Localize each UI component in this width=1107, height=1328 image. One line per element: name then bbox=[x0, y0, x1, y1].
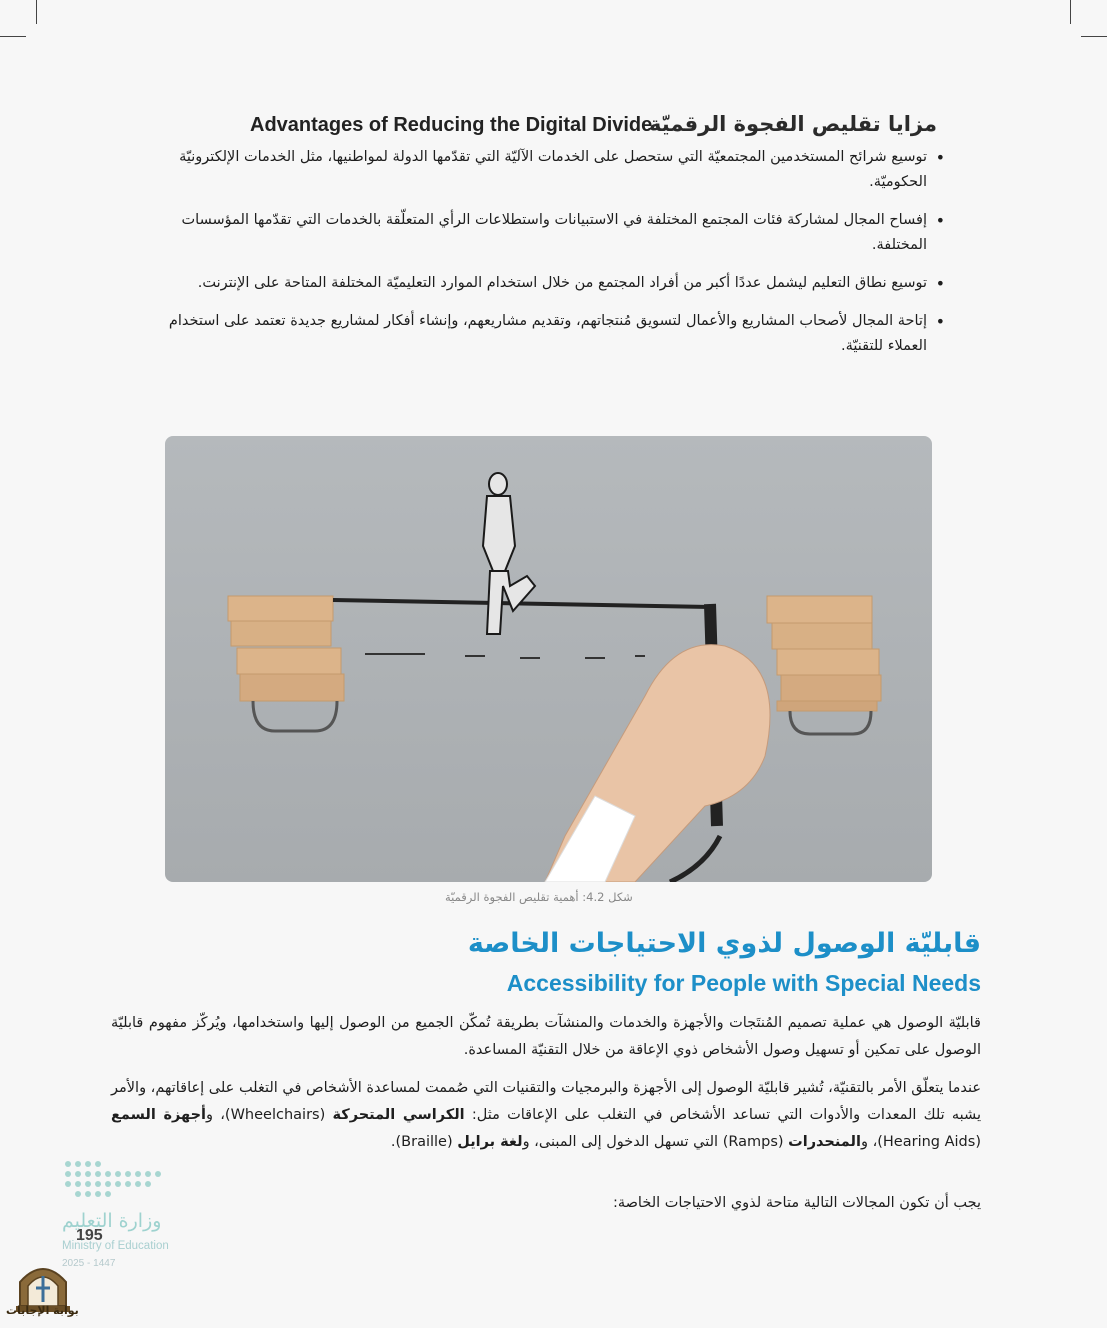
list-item: • توسيع نطاق التعليم ليشمل عددًا أكبر من أفراد المجتمع من خلال استخدام الموارد التعليميّة المختلفة المتاحة على الإنترنت. bbox=[165, 271, 945, 296]
answers-gate-label: بوابة الإجابات bbox=[6, 1304, 79, 1317]
list-item: • إتاحة المجال لأصحاب المشاريع والأعمال لتسويق مُنتجاتهم، وتقديم مشاريعهم، وإنشاء أفكار لمشاريع جديدة تعتمد على استخدام العملاء للتقنيّة. bbox=[165, 309, 945, 359]
term-wheelchairs: الكراسي المتحركة bbox=[332, 1107, 465, 1123]
list-item: • توسيع شرائح المستخدمين المجتمعيّة التي ستحصل على الخدمات الآليّة التي تقدّمها الدولة لمواطنيها، مثل الخدمات الإلكترونيّة الحكوميّة. bbox=[165, 145, 945, 195]
heading-arabic: مزايا تقليص الفجوة الرقميّة bbox=[649, 112, 937, 136]
section-title-english: Accessibility for People with Special Needs bbox=[506, 970, 981, 996]
paragraph-assistive-tech: عندما يتعلّق الأمر بالتقنيّة، تُشير قابليّة الوصول إلى الأجهزة والبرمجيات والتقنيات التي صُممت لمساعدة الأشخاص في التغلب على إعاقاتهم، والأمر يشبه تلك المعدات والأدوات التي تساعد الأشخاص في التغلب على الإعاقات مثل: الكراسي المتحركة (Wheelchairs)، وأجهزة السمع (Hearing Aids)، والمنحدرات (Ramps) التي تسهل الدخول إلى المبنى، ولغة برايل (Braille). bbox=[111, 1080, 981, 1150]
page-number: 195 bbox=[76, 1227, 103, 1244]
bridge-illustration-image bbox=[165, 436, 932, 882]
paragraph-areas-intro: يجب أن تكون المجالات التالية متاحة لذوي الاحتياجات الخاصة: bbox=[612, 1195, 981, 1211]
term-ramps: المنحدرات bbox=[788, 1134, 861, 1150]
advantages-list bbox=[165, 145, 945, 372]
edition-year: 2025 - 1447 bbox=[62, 1258, 116, 1269]
term-braille: لغة برايل bbox=[457, 1134, 523, 1150]
section-title-arabic: قابليّة الوصول لذوي الاحتياجات الخاصة bbox=[467, 928, 981, 959]
term-hearing-aids: أجهزة السمع bbox=[111, 1107, 207, 1123]
paragraph-definition: قابليّة الوصول هي عملية تصميم المُنتَجات والأجهزة والخدمات والمنشآت بطريقة تُمكّن الجميع من الوصول إليها واستخدامها، ويُركّز مفهوم قابليّة الوصول على تمكين أو تسهيل وصول الأشخاص ذوي الإعاقة من خلال التقنيّة المساعدة. bbox=[111, 1015, 981, 1058]
figure-bridge-illustration bbox=[165, 436, 932, 882]
heading-english: Advantages of Reducing the Digital Divide bbox=[250, 114, 653, 136]
ministry-name-arabic: وزارة التعليم bbox=[62, 1210, 162, 1232]
list-item: • إفساح المجال لمشاركة فئات المجتمع المختلفة في الاستبيانات واستطلاعات الرأي المتعلّقة بالخدمات التي تقدّمها المؤسسات المختلفة. bbox=[165, 208, 945, 258]
ministry-logo-icon bbox=[62, 1158, 172, 1206]
ministry-name-english: Ministry of Education bbox=[62, 1240, 169, 1252]
figure-caption: شكل 4.2: أهمية تقليص الفجوة الرقميّة bbox=[445, 890, 633, 904]
